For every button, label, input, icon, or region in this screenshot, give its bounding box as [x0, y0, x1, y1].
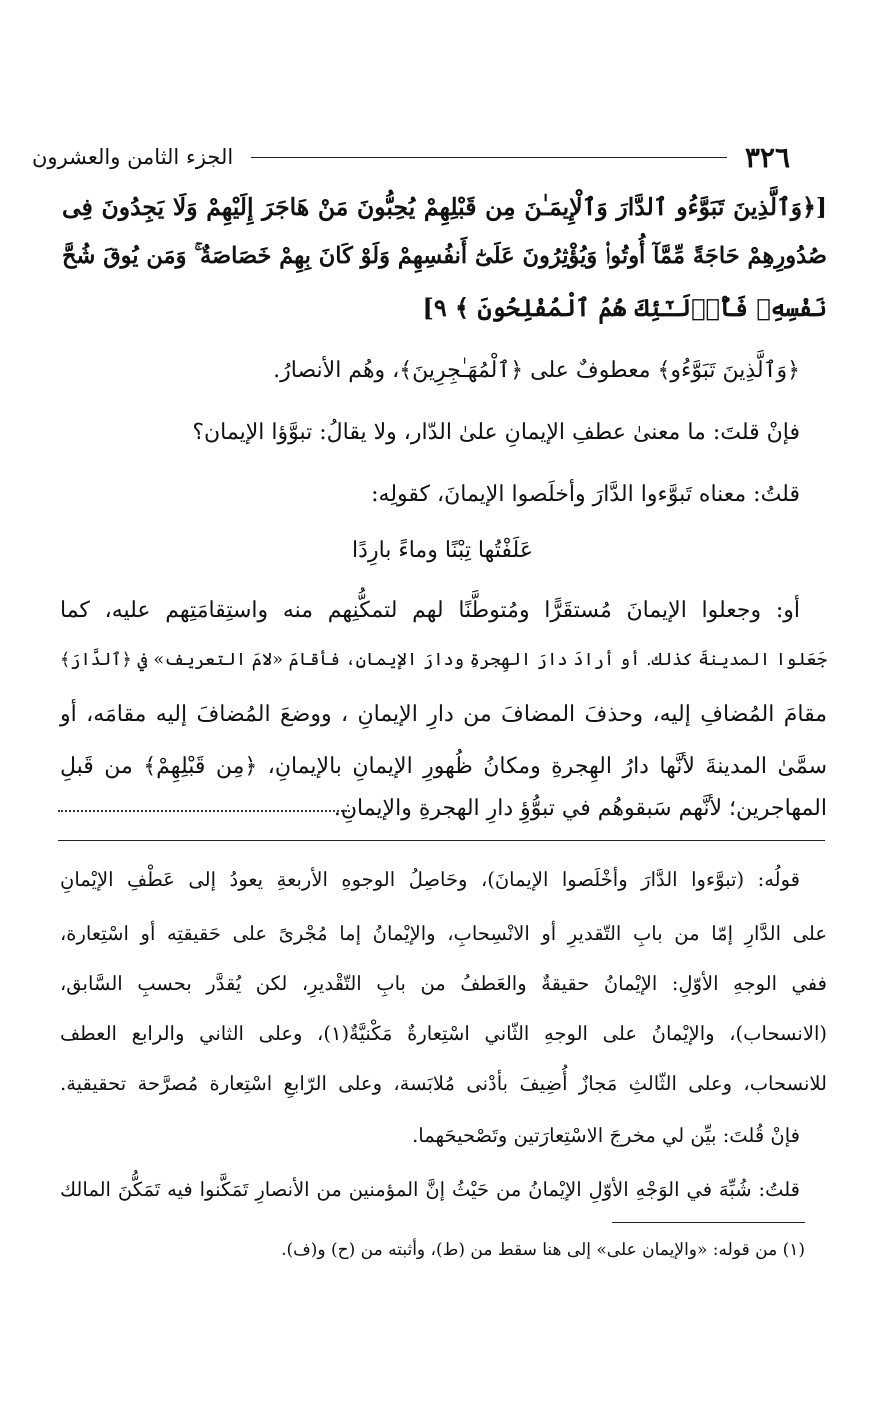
main-line: مقامَ المُضافِ إليه، وحذفَ المضافَ من دارِ الإيمانِ ، ووضعَ المُضافَ إليه مقامَه، أو: [60, 702, 827, 727]
commentary-line: قولُه: (تبوَّءوا الدَّارَ وأخْلَصوا الإيمانَ)، وحَاصِلُ الوجوهِ الأربعةِ يعودُ إلى عَطْفِ الإيْمانِ: [60, 868, 800, 891]
commentary-line: فإنْ قُلتَ: بيِّن لي مخرجَ الاسْتِعارَتين وتَصْحيحَهما.: [412, 1124, 800, 1147]
verse-line: نَفْسِهِۦ فَأُو۟لَـٰٓئِكَ هُمُ ٱلْمُفْلِحُونَ ﴾ ٩]: [422, 293, 827, 322]
main-line: أو: وجعلوا الإيمانَ مُستقَرًّا ومُتوطَّنًا لهم لتمكُّنِهم منه واستِقامَتِهم عليه، كما: [60, 598, 800, 623]
commentary-line: (الانسحاب)، والإيْمانُ على الوجهِ الثّاني اسْتِعارةٌ مَكْنيَّةٌ(١)، وعلى الثاني والرابع العطف: [60, 1022, 827, 1045]
page-header: [32, 137, 790, 177]
footnote-rule: [612, 1222, 805, 1223]
main-line: فإنْ قلتَ: ما معنىٰ عطفِ الإيمانِ علىٰ الدّار، ولا يقالُ: تبوَّؤا الإيمان؟: [192, 420, 800, 445]
main-line: سمَّىٰ المدينةَ لأنَّها دارُ الهِجرةِ ومكانُ ظُهورِ الإيمانِ بالإيمانِ، ﴿مِن قَبْلِهِمْ﴾ من قَبلِ: [60, 754, 827, 779]
verse-line: صُدُورِهِمْ حَاجَةً مِّمَّآ أُوتُوا۟ وَيُؤْثِرُونَ عَلَىٰٓ أَنفُسِهِمْ وَلَوْ كَانَ بِهِمْ خَصَاصَةٌ ۚ وَمَن يُوقَ شُحَّ: [62, 243, 827, 269]
section-separator: [58, 840, 825, 841]
dotted-leader: [58, 810, 350, 812]
commentary-line: للانسحاب، وعلى الثّالثِ مَجازٌ أُضِيفَ بأدْنى مُلابَسة، وعلى الرّابعِ اسْتِعارة مُصرَّحة تحقيقية.: [60, 1072, 827, 1095]
commentary-line: ففي الوجهِ الأوّلِ: الإيْمانُ حقيقةٌ والعَطفُ من بابِ التّقْديرِ، لكن يُقدَّر بحسبِ السَّابق،: [60, 972, 827, 995]
main-line: جَعَلوا المدينةَ كذلك. أو أرادَ دارَ الهِجرةِ ودارَ الإيمانِ، فأقامَ «لامَ التعريف» في ﴿ٱلدَّارَ﴾: [60, 650, 827, 670]
main-line: ﴿وَٱلَّذِينَ تَبَوَّءُو﴾ معطوفٌ على ﴿ٱلْمُهَـٰجِرِينَ﴾، وهُم الأنصارُ.: [273, 358, 800, 383]
commentary-line: على الدَّارِ إمّا من بابِ التّقديرِ أو الانْسِحابِ، والإيْمانُ إما مُجْرىً على حَقيقتِه أو اسْتِعارة،: [60, 922, 827, 945]
poetry-line: عَلَفْتُها تِبْنًا وماءً بارِدًا: [352, 538, 533, 563]
running-title: الجزء الثامن والعشرون: [32, 145, 234, 169]
commentary-line: قلتُ: شُبِّهَ في الوَجْهِ الأوّلِ الإيْمانُ من حَيْثُ إنَّ المؤمنين من الأنصارِ تَمَكَّنوا فيه تَمَكُّنَ المالك: [60, 1178, 800, 1201]
main-line: قلتُ: معناه تَبوَّءوا الدَّارَ وأخلَصوا الإيمانَ، كقولِه:: [371, 482, 800, 507]
main-line: المهاجرين؛ لأنَّهم سَبقوهُم في تبوُّؤِ دارِ الهجرةِ والإيمانِ.: [333, 796, 827, 821]
footnote: (١) من قوله: «والإيمان على» إلى هنا سقط من (ط)، وأثبته من (ح) و(ف).: [281, 1240, 805, 1260]
header-rule: [251, 157, 727, 158]
verse-line: [﴿وَٱلَّذِينَ تَبَوَّءُو ٱلدَّارَ وَٱلْإِيمَـٰنَ مِن قَبْلِهِمْ يُحِبُّونَ مَنْ هَاجَرَ إِلَيْهِمْ وَلَا يَجِدُونَ فِى: [62, 193, 827, 221]
page-number: ٣٢٦: [744, 140, 790, 174]
